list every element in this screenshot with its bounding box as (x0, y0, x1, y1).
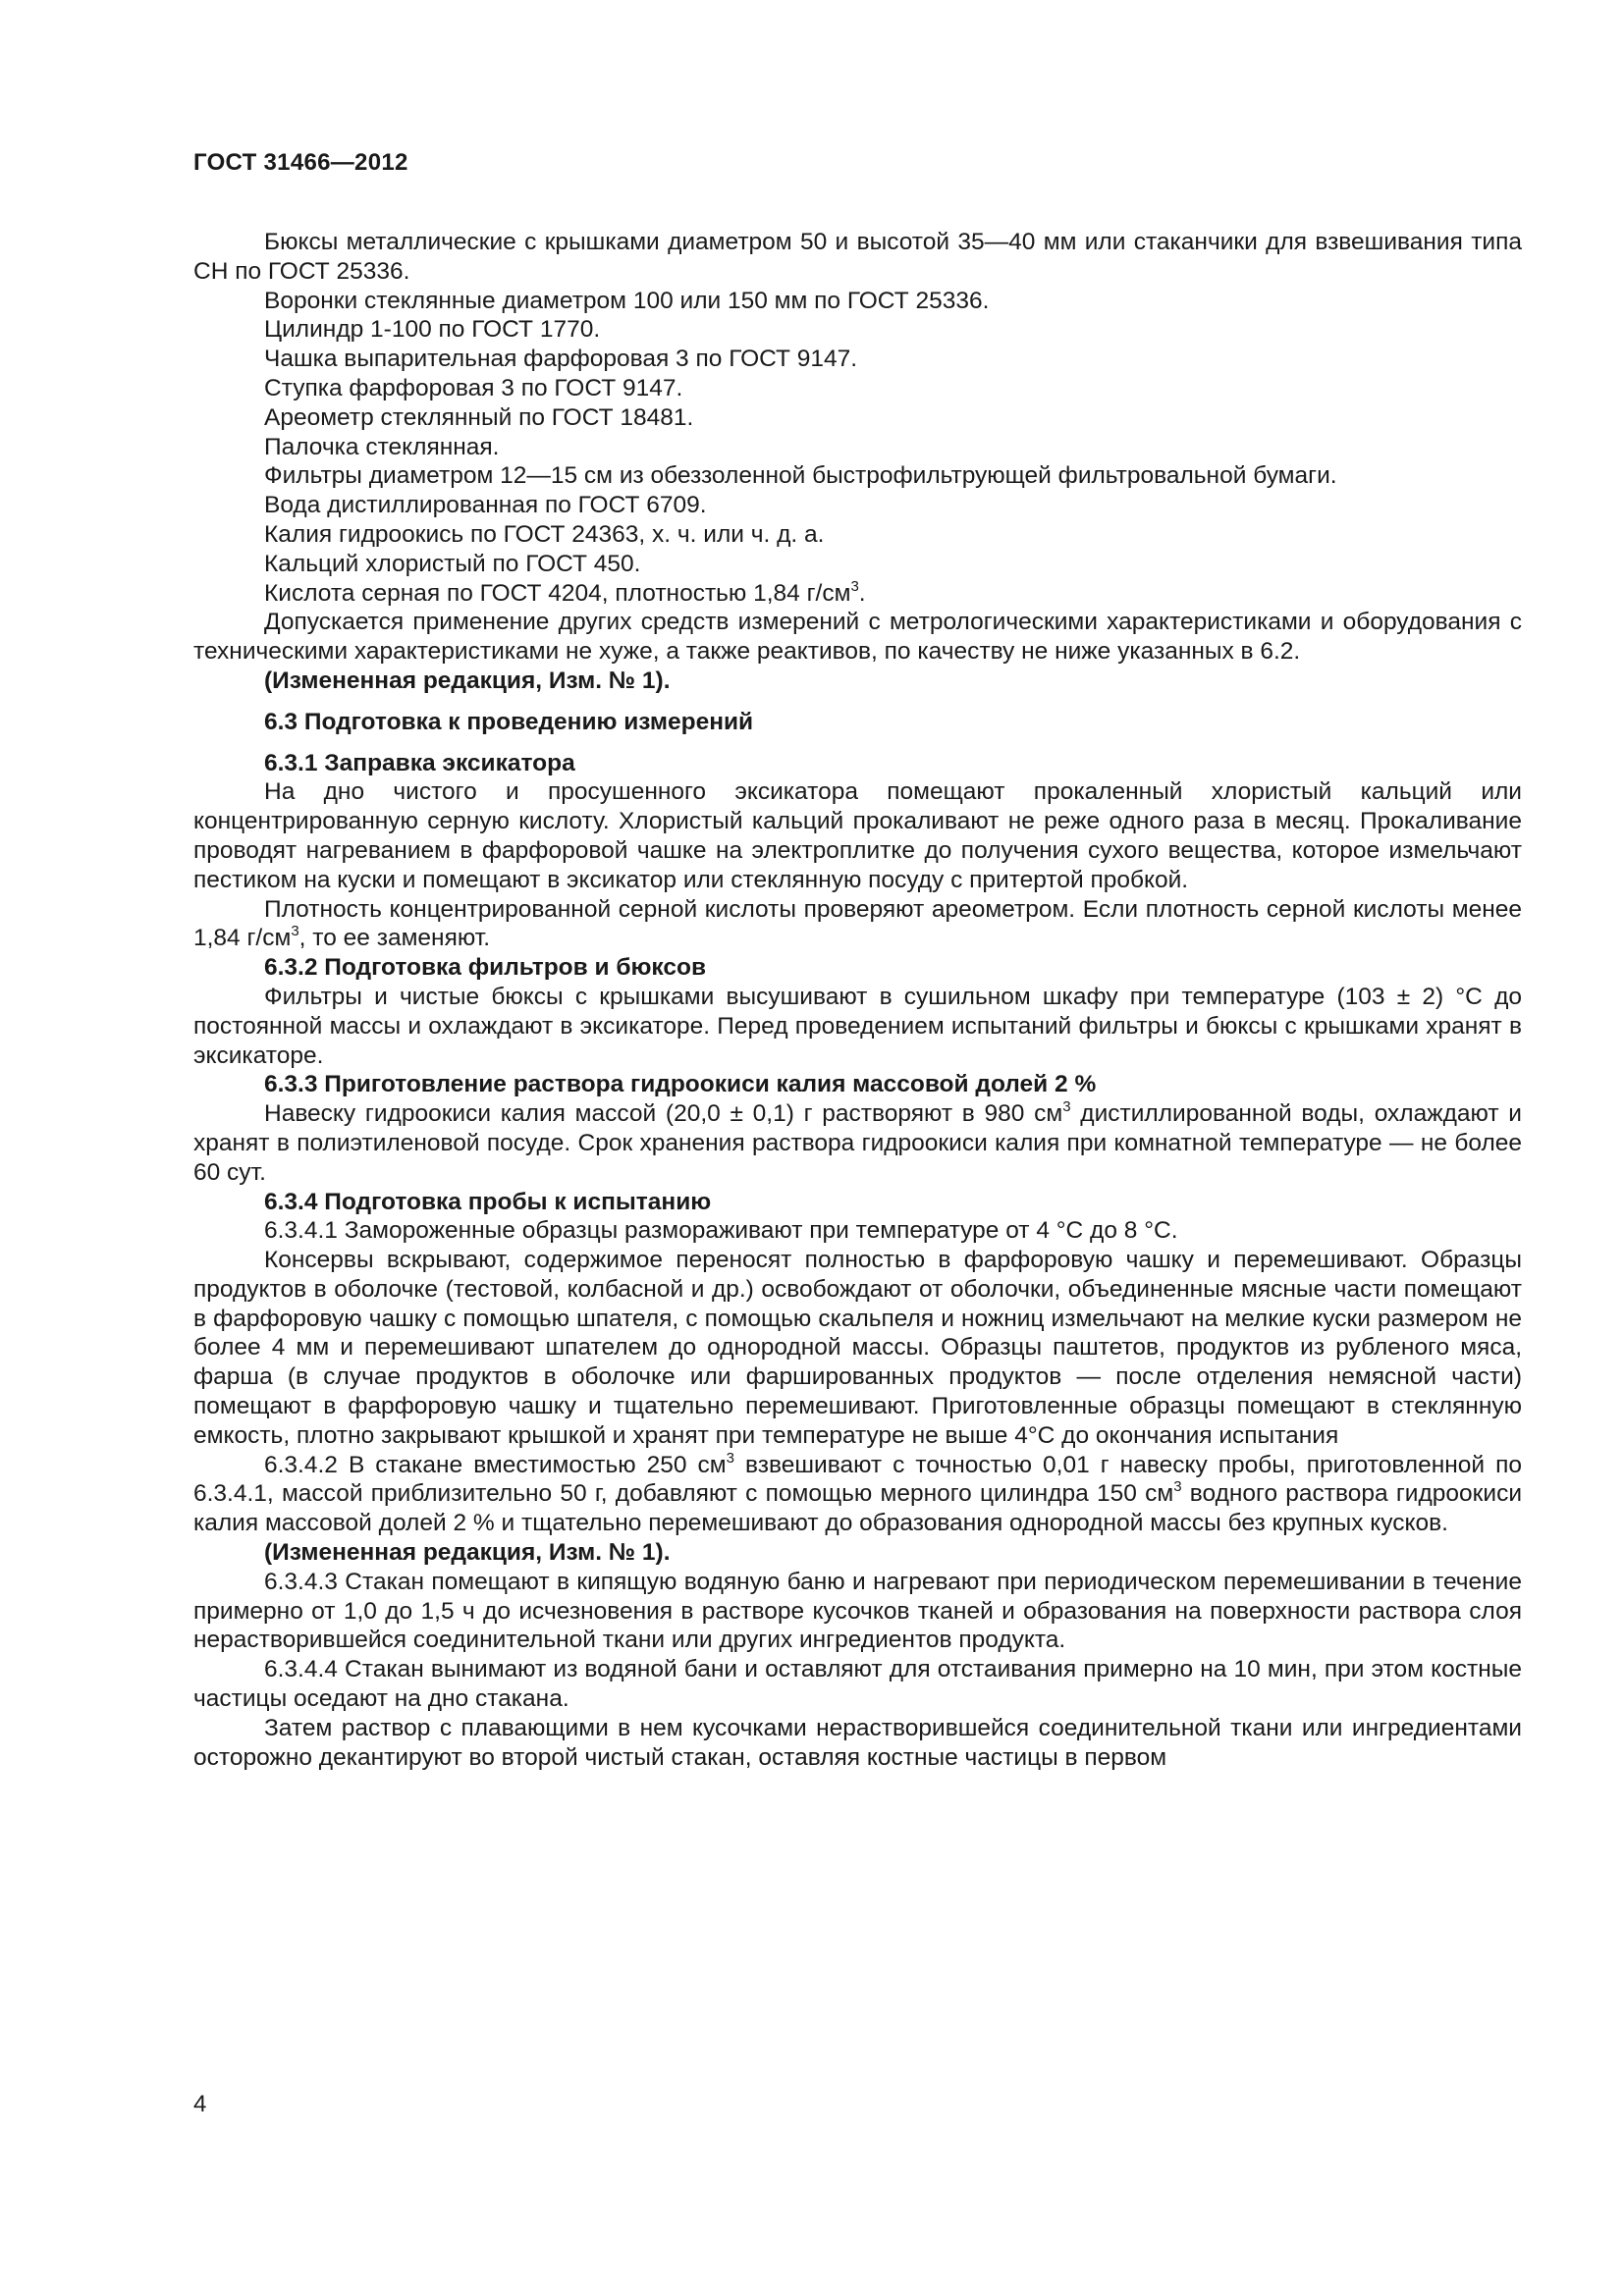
paragraph: Плотность концентрированной серной кислоты проверяют ареометром. Если плотность серной кислоты менее 1,84 $г/см^3$, то ее заменяют. (193, 895, 1522, 952)
paragraph: Консервы вскрывают, содержимое переносят полностью в фарфоровую чашку и перемешивают. Образцы продуктов в оболочке (тестовой, колбасной и др.) освобождают от оболочки, объединенные мясные части помещают в фарфоровую чашку с помощью шпателя, с помощью скальпеля и ножниц измельчают на мелкие куски размером не более 4 мм и перемешивают шпателем до однородной массы. Образцы паштетов, продуктов из рубленого мяса, фарша (в случае продуктов в оболочке или фаршированных продуктов — после отделения немясной части) помещают в фарфоровую чашку и тщательно перемешивают. Приготовленные образцы помещают в стеклянную емкость, плотно закрывают крышкой и хранят при температуре не выше 4°С до окончания испытания (193, 1247, 1522, 1449)
superscript: 3 (850, 577, 859, 595)
paragraph: 6.3.4.1 Замороженные образцы размораживают при температуре от 4 °С до 8 °С. (264, 1217, 1178, 1245)
list-line: Ареометр стеклянный по ГОСТ 18481. (264, 403, 694, 431)
paragraph: Допускается применение других средств измерений с метрологическими характеристиками и оборудования с техническими характеристиками не хуже, а также реактивов, по качеству не ниже указанных в 6.2. (193, 609, 1522, 666)
paragraph: Затем раствор с плавающими в нем кусочками нерастворившейся соединительной ткани или ингредиентами осторожно декантируют во второй чистый стакан, оставляя костные частицы в первом (193, 1714, 1522, 1771)
section-heading: 6.3.3 Приготовление раствора гидроокиси калия массовой долей 2 % (264, 1071, 1097, 1098)
section-heading: 6.3 Подготовка к проведению измерений (264, 708, 754, 735)
superscript: 3 (1062, 1098, 1071, 1116)
section-heading: (Измененная редакция, Изм. № 1). (264, 667, 671, 694)
list-line: Вода дистиллированная по ГОСТ 6709. (264, 492, 707, 519)
section-heading: 6.3.4 Подготовка пробы к испытанию (264, 1188, 712, 1215)
spacer (193, 696, 1522, 708)
section-heading: 6.3.1 Заправка эксикатора (264, 749, 575, 776)
paragraph: 6.3.4.4 Стакан вынимают из водяной бани и оставляют для отстаивания примерно на 10 мин, при этом костные частицы оседают на дно стакана. (193, 1656, 1522, 1713)
section-heading: (Измененная редакция, Изм. № 1). (264, 1539, 671, 1567)
list-line: Фильтры диаметром 12—15 см из обеззоленной быстрофильтрующей фильтровальной бумаги. (264, 462, 1337, 490)
list-line: Кальций хлористый по ГОСТ 450. (264, 550, 641, 577)
superscript: 3 (726, 1449, 734, 1467)
paragraph: Фильтры и чистые бюксы с крышками высушивают в сушильном шкафу при температуре (103 ± 2) °С до постоянной массы и охлаждают в эксикаторе. Перед проведением испытаний фильтры и бюксы с крышками хранят в эксикаторе. (193, 983, 1522, 1069)
paragraph: 6.3.4.3 Стакан помещают в кипящую водяную баню и нагревают при периодическом перемешивании в течение примерно от 1,0 до 1,5 ч до исчезновения в растворе кусочков тканей и образования на поверхности раствора слоя нерастворившейся соединительной ткани или других ингредиентов продукта. (193, 1568, 1522, 1654)
list-line: Ступка фарфоровая 3 по ГОСТ 9147. (264, 374, 683, 401)
paragraph: На дно чистого и просушенного эксикатора помещают прокаленный хлористый кальций или концентрированную серную кислоту. Хлористый кальций прокаливают не реже одного раза в месяц. Прокаливание проводят нагреванием в фарфоровой чашке на электроплитке до получения сухого вещества, которое измельчают пестиком на куски и помещают в эксикатор или стеклянную посуду с притертой пробкой. (193, 778, 1522, 893)
list-line: Воронки стеклянные диаметром 100 или 150 мм по ГОСТ 25336. (264, 287, 990, 314)
list-line: Кислота серная по ГОСТ 4204, плотностью 1,84 $г/см^3$. (264, 577, 866, 607)
section-heading: 6.3.2 Подготовка фильтров и бюксов (264, 954, 707, 982)
superscript: 3 (1173, 1478, 1182, 1496)
document-header: ГОСТ 31466—2012 (193, 149, 408, 176)
list-line: Чашка выпарительная фарфоровая 3 по ГОСТ 9147. (264, 346, 858, 373)
paragraph: Бюксы металлические с крышками диаметром 50 и высотой 35—40 мм или стаканчики для взвешивания типа СН по ГОСТ 25336. (193, 229, 1522, 285)
page-number: 4 (193, 2091, 207, 2117)
list-line: Калия гидроокись по ГОСТ 24363, х. ч. или ч. д. а. (264, 520, 825, 548)
document-body (193, 228, 1522, 1772)
list-line: Цилиндр 1-100 по ГОСТ 1770. (264, 316, 601, 344)
paragraph: Навеску гидроокиси калия массой (20,0 ± 0,1) г растворяют в 980 $см^3$ дистиллированной воды, охлаждают и хранят в полиэтиленовой посуде. Срок хранения раствора гидроокиси калия при комнатной температуре — не более 60 сут. (193, 1098, 1522, 1186)
spacer (193, 737, 1522, 749)
superscript: 3 (291, 923, 299, 940)
paragraph: 6.3.4.2 В стакане вместимостью 250 $см^3$ взвешивают с точностью 0,01 г навеску пробы, приготовленной по 6.3.4.1, массой приблизительно 50 г, добавляют с помощью мерного цилиндра 150 $см^3$ водного раствора гидроокиси калия массовой долей 2 % и тщательно перемешивают до образования однородной массы без крупных кусков. (193, 1449, 1523, 1537)
list-line: Палочка стеклянная. (264, 433, 500, 460)
